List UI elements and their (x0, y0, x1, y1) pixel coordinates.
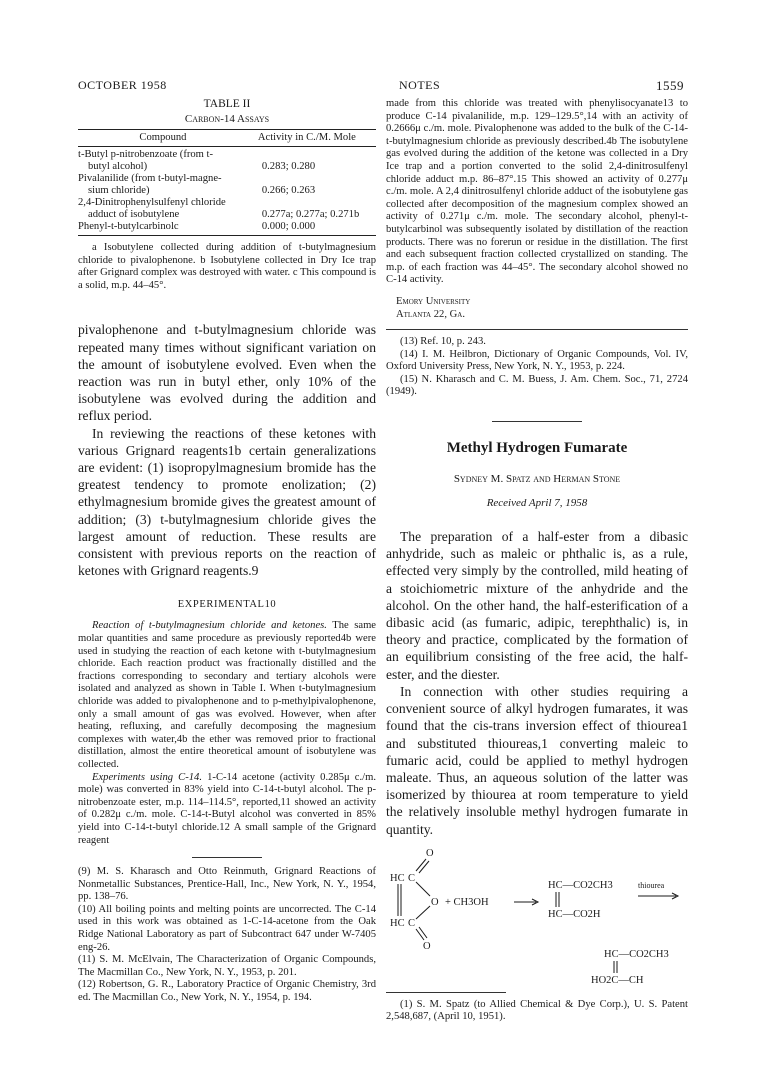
table-row (78, 173, 376, 197)
footnote: (10) All boiling points and melting points are uncorrected. The C-14 used in this work was obtained as 1-C-14-acetone from the Oak Ridge National Laboratory as part of Subcontract 647 under W-7405 eng-26. (78, 903, 376, 953)
reaction-scheme (386, 844, 688, 984)
table-row (78, 147, 376, 173)
left-column (78, 98, 376, 1005)
section-heading-experimental: EXPERIMENTAL10 (177, 599, 277, 611)
footnote-divider (386, 329, 688, 330)
scheme-ester-bottom: HC—CO2H (548, 908, 601, 920)
article-title: Methyl Hydrogen Fumarate (446, 440, 628, 457)
compound-cell: 2,4-Dinitrophenylsulfenyl chloride (78, 197, 226, 208)
page-number: 1559 (656, 78, 684, 93)
footnote: (11) S. M. McElvain, The Characterization of Organic Compounds, The Macmillan Co., New York, N. Y., 1953, p. 201. (78, 954, 376, 978)
paragraph: pivalophenone and t-butylmagnesium chloride was repeated many times without significant variation on the amount of isobutylene evolved. Even when the reaction was run in butyl ether, only 10% of the isobutylene was evolved during the addition and reflux period. (78, 322, 376, 424)
activity-cell: 0.283; 0.280 (261, 161, 316, 172)
footnotes (386, 336, 688, 399)
footnote-divider (386, 992, 506, 993)
compound-cell-cont: butyl alcohol) (88, 161, 148, 172)
footnote: (12) Robertson, G. R., Laboratory Practice of Organic Chemistry, 3rd ed. The Macmillan Co., New York, N. Y., 1954, p. 194. (78, 979, 376, 1004)
paragraph: In reviewing the reactions of these ketones with various Grignard reagents1b certain generalizations are evident: (1) isopropylmagnesium bromide has the greatest tendency to promote enolization; (2) ethylmagnesium bromide gives the greatest amount of addition; (3) t-butylmagnesium chloride gives the largest amount of reduction. These results are consistent with previous reports on the reaction of ketones with Grignard reagents.9 (78, 425, 376, 579)
activity-cell: 0.000; 0.000 (261, 221, 316, 232)
paragraph (78, 620, 376, 771)
table-row (78, 197, 376, 221)
table-caption: Carbon-14 Assays (184, 113, 270, 125)
table-header-row (78, 130, 376, 146)
running-header-date: OCTOBER 1958 (78, 78, 167, 92)
paragraph-body: The same molar quantities and same procedure as previously reported4b were used in studying the reaction of each ketone with t-butylmagnesium chloride. Each reaction product was fractionally distilled and the fractions corresponding to secondary and tertiary alcohols were isolated and analyzed as shown in Table I. When t-butylmagnesium chloride was added to pivalophenone and to p-methylpivalophenone, only a small amount of gas was evolved. However, when after heating, refluxing, and carefully decomposing the magnesium complexes with water,4b the ether was removed prior to fractional distillation, almost the entire theoretical amount of isobutylene was collected. (78, 620, 377, 770)
scheme-bond (416, 906, 430, 919)
table-footnotes: a Isobutylene collected during addition of t-butylmagnesium chloride to pivalophenone. b Isobutylene collected in Dry Ice trap after Grignard complex was destroyed with water. c This compound is a solid, m.p. 44–45°. (78, 242, 376, 291)
right-column (386, 98, 688, 1024)
scheme-ester-top: HC—CO2CH3 (548, 879, 613, 891)
scheme-bond (419, 861, 429, 873)
subsection-title: Experiments using C-14. (92, 771, 202, 783)
compound-cell: t-Butyl p-nitrobenzoate (from t- (78, 149, 214, 160)
scheme-ring-oxygen: O (431, 896, 439, 908)
activity-cell: 0.266; 0.263 (261, 185, 316, 196)
paragraph (78, 772, 376, 848)
scheme-carbon-top: C (408, 872, 416, 884)
compound-cell-cont: adduct of isobutylene (88, 209, 180, 220)
scheme-carbon-bottom: C (408, 917, 416, 929)
table-bottom-rule (78, 235, 376, 236)
scheme-bond (416, 859, 426, 871)
scheme-oxygen-top: O (426, 847, 434, 859)
table-row (78, 221, 376, 235)
affiliation-institution: Emory University (396, 295, 471, 307)
received-date: Received April 7, 1958 (486, 497, 588, 510)
activity-cell: 0.277a; 0.277a; 0.271b (261, 209, 360, 220)
table-title: TABLE II (203, 98, 251, 110)
scheme-hc-top: HC (390, 872, 405, 884)
column-header-compound: Compound (139, 132, 187, 143)
paragraph: made from this chloride was treated with phenylisocyanate13 to produce C-14 pivalanilide, m.p. 129–129.5°,14 with an activity of 0.2666μ c./m. mole. Pivalophenone was added to the bulk of the C-14-t-butylmagnesium chloride as previously described.4b The isobutylene gas evolved during the addition of the ketone was collected in a Dry Ice trap and a portion converted to the solid 2,4-dinitrosulfenyl chloride adduct m.p. 86–87°.15 This showed an activity of 0.277μ c./m. mole. A 2,4 dinitrosulfenyl chloride adduct of the isobutylene gas collected after decomposition of the magnesium complex showed an activity of 0.271μ c./m. mole. The secondary alcohol, phenyl-t-butylcarbinol was subsequently isolated by distillation of the reaction products. There was no forerun or residue in the distillation. The first and each subsequent fraction collected crystallized on standing. The m.p. of each fraction was 44–45°. The secondary alcohol showed no C-14 activity. (386, 98, 688, 286)
footnote: (13) Ref. 10, p. 243. (400, 336, 486, 348)
compound-cell: Phenyl-t-butylcarbinolc (78, 221, 179, 232)
paragraph-body: 1-C-14 acetone (activity 0.285μ c./m. mole) was converted in 83% yield into C-14-t-butyl alcohol. The p-nitrobenzoate ester, m.p. 114–114.5°, reported,11 showed an activity of 0.282μ c./m. mole. C-14-t-Butyl alcohol was converted in 85% yield into C-14-t-butyl chloride.12 A small sample of the Grignard reagent (78, 771, 376, 846)
carbon14-assay-table (78, 130, 376, 235)
column-header-activity: Activity in C./M. Mole (257, 132, 356, 143)
scheme-catalyst: thiourea (638, 880, 665, 890)
paragraph: In connection with other studies requiring a convenient source of alkyl hydrogen fumarates, it was found that the cis-trans inversion effect of thiourea1 and substituted thioureas,1 converting maleic to fumaric acid, could be applied to methyl hydrogen maleate. Thus, an aqueous solution of the latter was isomerized by thiourea at room temperature to yield the relatively insoluble methyl hydrogen fumarate in quantity. (386, 683, 688, 837)
affiliation-city: Atlanta 22, Ga. (396, 308, 465, 320)
footnote-divider (192, 857, 262, 858)
paragraph: The preparation of a half-ester from a dibasic anhydride, such as maleic or phthalic is, as a rule, effected very simply by the controlled, mild heating of a stoichiometric mixture of the anhydride and the alcohol. On the other hand, the half-esterification of a dibasic acid (as fumaric, adipic, terephthalic) is, in theory and practice, complicated by the formation of an equilibrium consisting of the free acid, the half-ester, and the diester. (386, 529, 688, 682)
scheme-fumarate-bottom: HO2C—CH (591, 974, 644, 984)
subsection-title: Reaction of t-butylmagnesium chloride and ketones. (92, 620, 327, 632)
article-authors: Sydney M. Spatz and Herman Stone (453, 473, 621, 486)
footnote: (14) I. M. Heilbron, Dictionary of Organic Compounds, Vol. IV, Oxford University Press, New York, N. Y., 1953, p. 224. (386, 348, 688, 373)
article-divider (492, 421, 582, 422)
compound-cell-cont: sium chloride) (88, 185, 150, 196)
running-header-section: NOTES (399, 78, 441, 92)
scheme-bond (416, 929, 424, 940)
footnotes (78, 866, 376, 1005)
scheme-methanol: + CH3OH (445, 896, 489, 908)
scheme-oxygen-bottom: O (423, 940, 431, 952)
compound-cell: Pivalanilide (from t-butyl-magne- (78, 173, 222, 184)
scheme-fumarate-top: HC—CO2CH3 (604, 948, 669, 960)
footnote: (1) S. M. Spatz (to Allied Chemical & Dye Corp.), U. S. Patent 2,548,687, (April 10, 1951). (386, 998, 688, 1023)
scheme-hc-bottom: HC (390, 917, 405, 929)
scheme-bond (416, 882, 430, 896)
scheme-bond (419, 927, 427, 938)
footnote: (15) N. Kharasch and C. M. Buess, J. Am. Chem. Soc., 71, 2724 (1949). (386, 373, 688, 398)
footnote: (9) M. S. Kharasch and Otto Reinmuth, Grignard Reactions of Nonmetallic Substances, Prentice-Hall, Inc., New York, N. Y., 1954, pp. 138–76. (78, 866, 376, 903)
